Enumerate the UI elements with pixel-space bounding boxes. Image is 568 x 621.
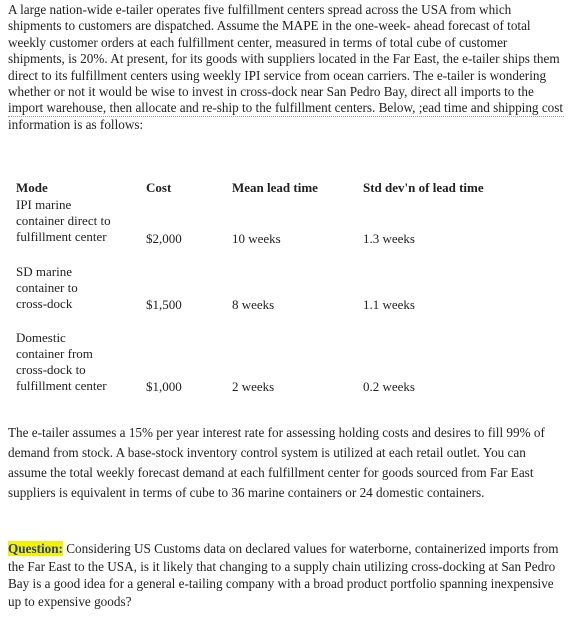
row1-cost: $2,000 bbox=[146, 231, 182, 246]
row2-std: 1.1 weeks bbox=[363, 297, 415, 312]
row3-mode-line4: fulfillment center bbox=[16, 378, 107, 393]
row1-mode-line1: IPI marine bbox=[16, 197, 72, 212]
row1-mode-line2: container direct to bbox=[16, 213, 111, 228]
question-text: Considering US Customs data on declared values for waterborne, containerized imports from the Far East to the USA, is it likely that changing to a supply chain utilizing cross-docking at San Pedro Bay is a good idea for a general e-tailing company with a broad product portfolio spanning inexpensive up to expensive goods? bbox=[8, 541, 559, 609]
row2-cost: $1,500 bbox=[146, 297, 182, 312]
row3-cost: $1,000 bbox=[146, 379, 182, 394]
assumptions-paragraph: The e-tailer assumes a 15% per year interest rate for assessing holding costs and desires to fill 99% of demand from stock. A base-stock inventory control system is utilized at each retail outlet. You can assume the total weekly forecast demand at each fulfillment center for goods sourced from Far East suppliers is equivalent in terms of cube to 36 marine containers or 24 domestic containers. bbox=[8, 425, 545, 500]
row3-std: 0.2 weeks bbox=[363, 379, 415, 394]
row1-std: 1.3 weeks bbox=[363, 231, 415, 246]
question-label: Question: bbox=[8, 541, 63, 556]
row3-mode-line3: cross-dock to bbox=[16, 362, 86, 377]
row2-mode-line1: SD marine bbox=[16, 264, 72, 279]
row3-mode-line2: container from bbox=[16, 346, 93, 361]
row2-mode-line3: cross-dock bbox=[16, 296, 73, 311]
intro-paragraph: A large nation-wide e-tailer operates five fulfillment centers spread across the USA from which shipments to customers are dispatched. Assume the MAPE in the one-week- ahead forecast of total weekly customer orders at each fulfillment center, measured in terms of total cube of customer shipments, is 20%. At present, for its goods with suppliers located in the Far East, the e-tailer ships them direct to its fulfillment centers using weekly IPI service from ocean carriers. The e-tailer is wondering whether or not it would be wise to invest in cross-dock near San Pedro Bay, direct all imports to the import warehouse, then allocate and re-ship to the fulfillment centers. Below, ;ead time and shipping cost information is as follows: bbox=[8, 2, 564, 132]
header-std-lead-time: Std dev'n of lead time bbox=[363, 180, 484, 195]
row3-mode-line1: Domestic bbox=[16, 330, 66, 345]
row1-mean: 10 weeks bbox=[232, 231, 281, 246]
header-mean-lead-time: Mean lead time bbox=[232, 180, 318, 195]
row2-mean: 8 weeks bbox=[232, 297, 275, 312]
dotted-divider bbox=[8, 116, 564, 117]
header-mode: Mode bbox=[16, 180, 48, 195]
question-paragraph bbox=[8, 540, 564, 610]
row1-mode-line3: fulfillment center bbox=[16, 229, 107, 244]
header-cost: Cost bbox=[146, 180, 172, 195]
row2-mode-line2: container to bbox=[16, 280, 78, 295]
row3-mean: 2 weeks bbox=[232, 379, 275, 394]
